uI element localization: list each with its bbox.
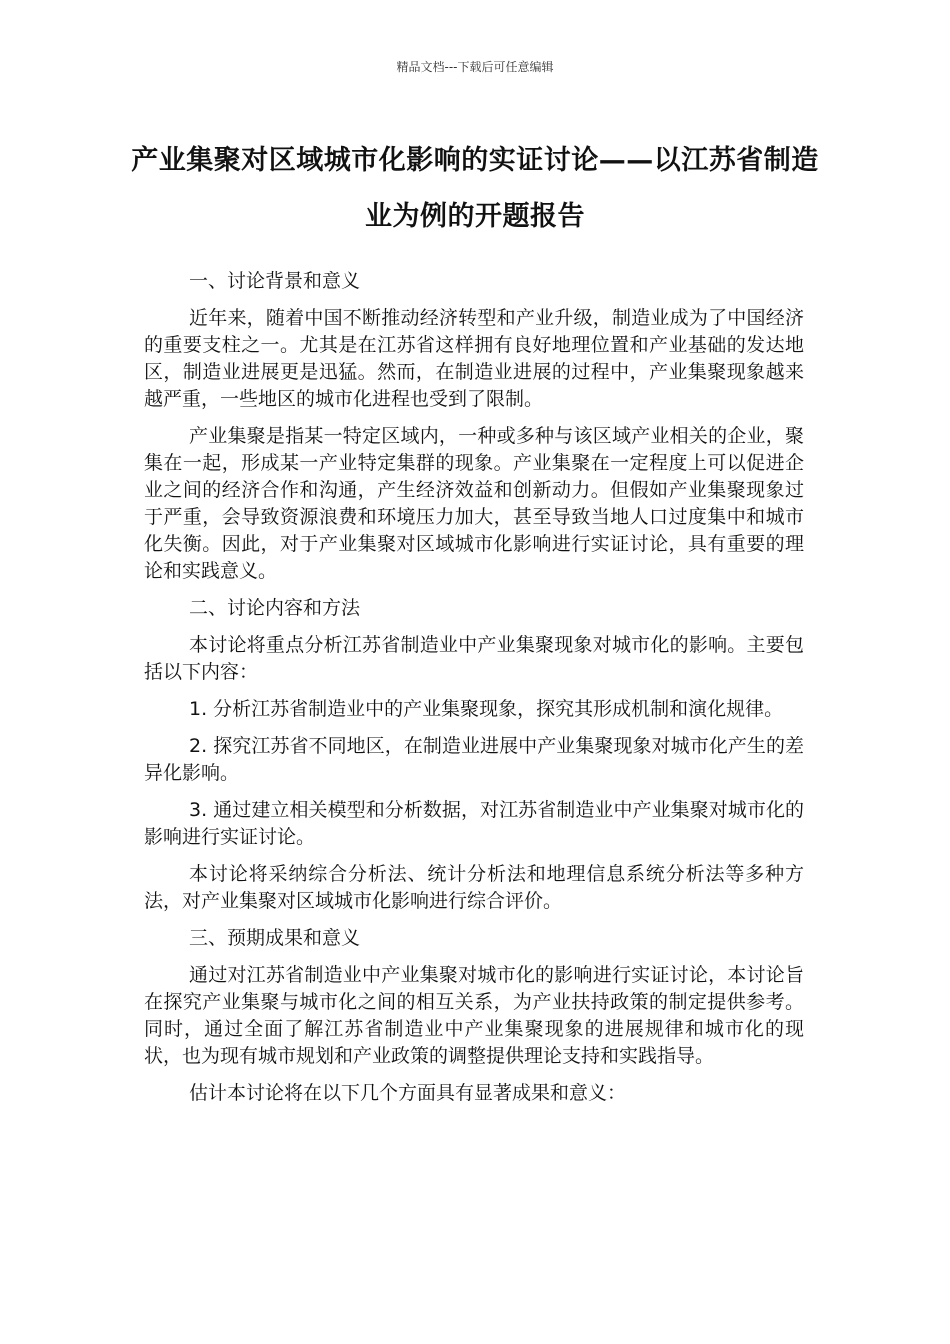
document-title: 产业集聚对区域城市化影响的实证讨论——以江苏省制造业为例的开题报告 xyxy=(131,145,819,232)
list-item-1: 1. 分析江苏省制造业中的产业集聚现象，探究其形成机制和演化规律。 xyxy=(189,698,784,720)
section-heading-1: 一、讨论背景和意义 xyxy=(189,270,361,292)
paragraph-expected: 估计本讨论将在以下几个方面具有显著成果和意义： xyxy=(189,1082,627,1104)
paragraph-scope: 本讨论将重点分析江苏省制造业中产业集聚现象对城市化的影响。主要包括以下内容： xyxy=(144,634,804,683)
paragraph-outcomes: 通过对江苏省制造业中产业集聚对城市化的影响进行实证讨论，本讨论旨在探究产业集聚与城市化之间的相互关系，为产业扶持政策的制定提供参考。同时，通过全面了解江苏省制造业中产业集聚现象的进展规律和城市化的现状，也为现有城市规划和产业政策的调整提供理论支持和实践指导。 xyxy=(144,964,804,1067)
list-item-2: 2. 探究江苏省不同地区，在制造业进展中产业集聚现象对城市化产生的差异化影响。 xyxy=(144,735,804,784)
header-note: 精品文档---下载后可任意编辑 xyxy=(396,60,554,74)
list-item-3: 3. 通过建立相关模型和分析数据，对江苏省制造业中产业集聚对城市化的影响进行实证讨论。 xyxy=(144,799,804,848)
section-heading-3: 三、预期成果和意义 xyxy=(189,927,361,949)
paragraph-definition: 产业集聚是指某一特定区域内，一种或多种与该区域产业相关的企业，聚集在一起，形成某一产业特定集群的现象。产业集聚在一定程度上可以促进企业之间的经济合作和沟通，产生经济效益和创新动力。但假如产业集聚现象过于严重，会导致资源浪费和环境压力加大，甚至导致当地人口过度集中和城市化失衡。因此，对于产业集聚对区域城市化影响进行实证讨论，具有重要的理论和实践意义。 xyxy=(144,425,804,582)
paragraph-methods: 本讨论将采纳综合分析法、统计分析法和地理信息系统分析法等多种方法，对产业集聚对区域城市化影响进行综合评价。 xyxy=(144,863,804,912)
section-heading-2: 二、讨论内容和方法 xyxy=(189,597,361,619)
paragraph-background: 近年来，随着中国不断推动经济转型和产业升级，制造业成为了中国经济的重要支柱之一。尤其是在江苏省这样拥有良好地理位置和产业基础的发达地区，制造业进展更是迅猛。然而，在制造业进展的过程中，产业集聚现象越来越严重，一些地区的城市化进程也受到了限制。 xyxy=(144,307,804,410)
document-body xyxy=(144,268,804,1117)
